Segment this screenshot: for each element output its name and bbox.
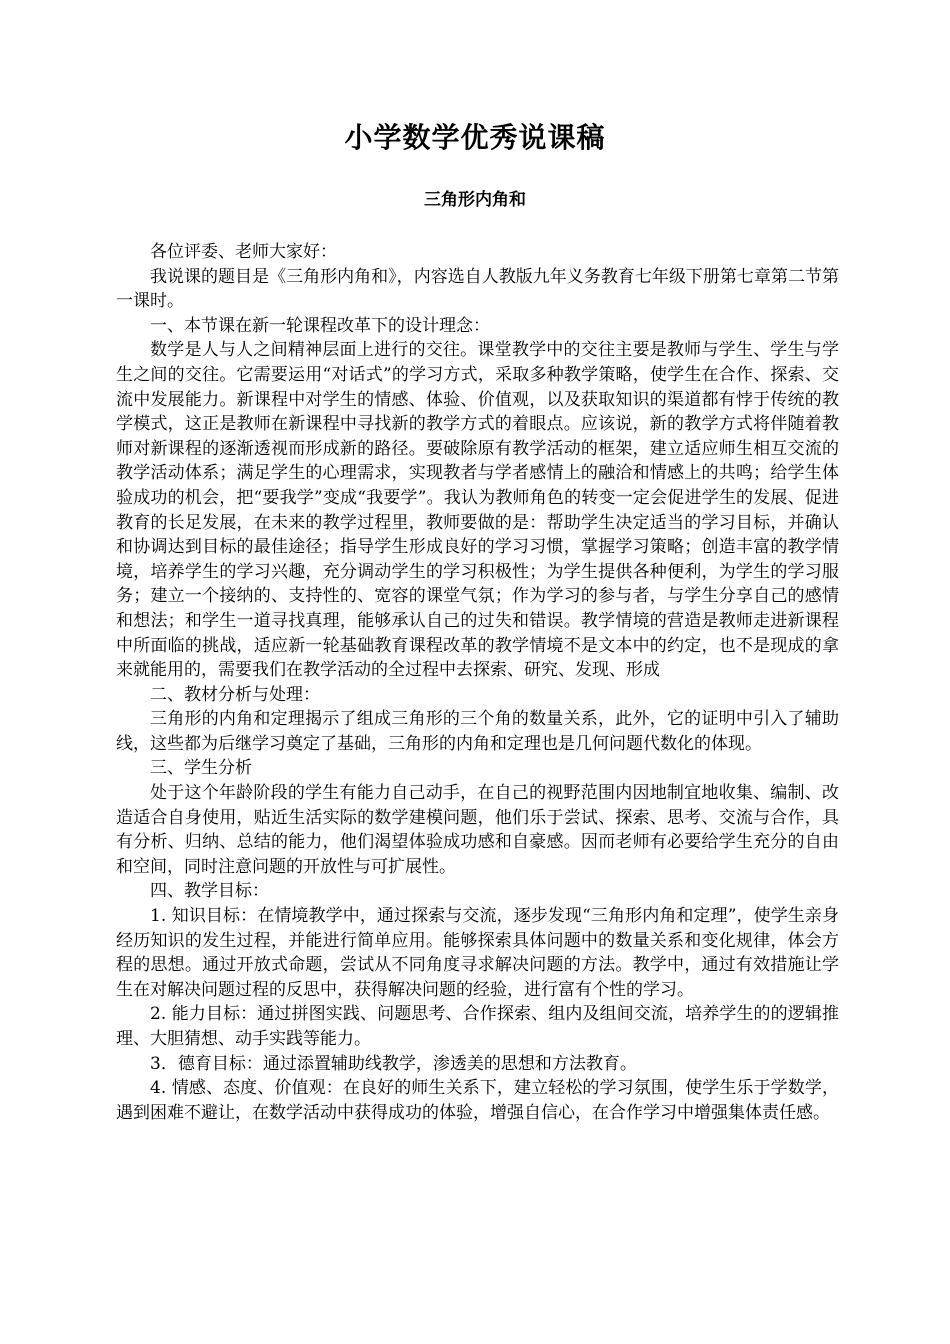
paragraph-emotion-goal: 4. 情感、态度、价值观：在良好的师生关系下，建立轻松的学习氛围，使学生乐于学数学，遇到困难不避让，在数学活动中获得成功的体验，增强自信心，在合作学习中增强集体责任感。: [116, 1078, 839, 1123]
document-subtitle: 三角形内角和: [424, 190, 526, 210]
document-title: 小学数学优秀说课稿: [344, 121, 606, 154]
section-heading-design-concept: 一、本节课在新一轮课程改革下的设计理念：: [150, 315, 490, 336]
paragraph-ability-goal: 2. 能力目标：通过拼图实践、问题思考、合作探索、组内及组间交流，培养学生的的逻辑推理、大胆猜想、动手实践等能力。: [116, 1004, 839, 1049]
paragraph-material-analysis: 三角形的内角和定理揭示了组成三角形的三个角的数量关系，此外，它的证明中引入了辅助线，这些都为后继学习奠定了基础，三角形的内角和定理也是几何问题代数化的体现。: [116, 709, 839, 754]
section-heading-teaching-goals: 四、教学目标：: [150, 881, 269, 902]
paragraph-topic: 我说课的题目是《三角形内角和》，内容选自人教版九年义务教育七年级下册第七章第二节第一课时。: [116, 266, 839, 312]
paragraph-design-concept: 数学是人与人之间精神层面上进行的交往。课堂教学中的交往主要是教师与学生、学生与学生之间的交往。它需要运用“对话式”的学习方式，采取多种教学策略，使学生在合作、探索、交流中发展能力。新课程中对学生的情感、体验、价值观，以及获取知识的渠道都有悖于传统的教学模式，这正是教师在新课程中寻找新的教学方式的着眼点。应该说，新的教学方式将伴随着教师对新课程的逐渐透视而形成新的路径。要破除原有教学活动的框架，建立适应师生相互交流的教学活动体系；满足学生的心理需求，实现教者与学者感情上的融洽和情感上的共鸣；给学生体验成功的机会，把“要我学”变成“我要学”。我认为教师角色的转变一定会促进学生的发展、促进教育的长足发展，在未来的教学过程里，教师要做的是：帮助学生决定适当的学习目标，并确认和协调达到目标的最佳途径；指导学生形成良好的学习习惯，掌握学习策略；创造丰富的教学情境，培养学生的学习兴趣，充分调动学生的学习积极性；为学生提供各种便利，为学生的学习服务；建立一个接纳的、支持性的、宽容的课堂气氛；作为学习的参与者，与学生分享自己的感情和想法；和学生一道寻找真理，能够承认自己的过失和错误。教学情境的营造是教师走进新课程中所面临的挑战，适应新一轮基础教育课程改革的教学情境不是文本中的约定，也不是现成的拿来就能用的，需要我们在教学活动的全过程中去探索、研究、发现、形成: [116, 340, 839, 681]
document-body: [116, 240, 839, 1125]
section-heading-material-analysis: 二、教材分析与处理：: [150, 684, 320, 705]
paragraph-student-analysis: 处于这个年龄阶段的学生有能力自己动手，在自己的视野范围内因地制宜地收集、编制、改造适合自身使用，贴近生活实际的数学建模问题，他们乐于尝试、探索、思考、交流与合作，具有分析、归纳、总结的能力，他们渴望体验成功感和自豪感。因而老师有必要给学生充分的自由和空间，同时注意问题的开放性与可扩展性。: [116, 783, 839, 877]
paragraph-moral-goal: 3．德育目标：通过添置辅助线教学，渗透美的思想和方法教育。: [150, 1053, 637, 1074]
paragraph-greeting: 各位评委、老师大家好：: [150, 242, 337, 262]
section-heading-student-analysis: 三、学生分析: [150, 758, 252, 779]
paragraph-knowledge-goal: 1. 知识目标：在情境教学中，通过探索与交流，逐步发现“三角形内角和定理”，使学生亲身经历知识的发生过程，并能进行简单应用。能够探索具体问题中的数量关系和变化规律，体会方程的思想。通过开放式命题，尝试从不同角度寻求解决问题的方法。教学中，通过有效措施让学生在对解决问题过程的反思中，获得解决问题的经验，进行富有个性的学习。: [116, 906, 839, 1000]
